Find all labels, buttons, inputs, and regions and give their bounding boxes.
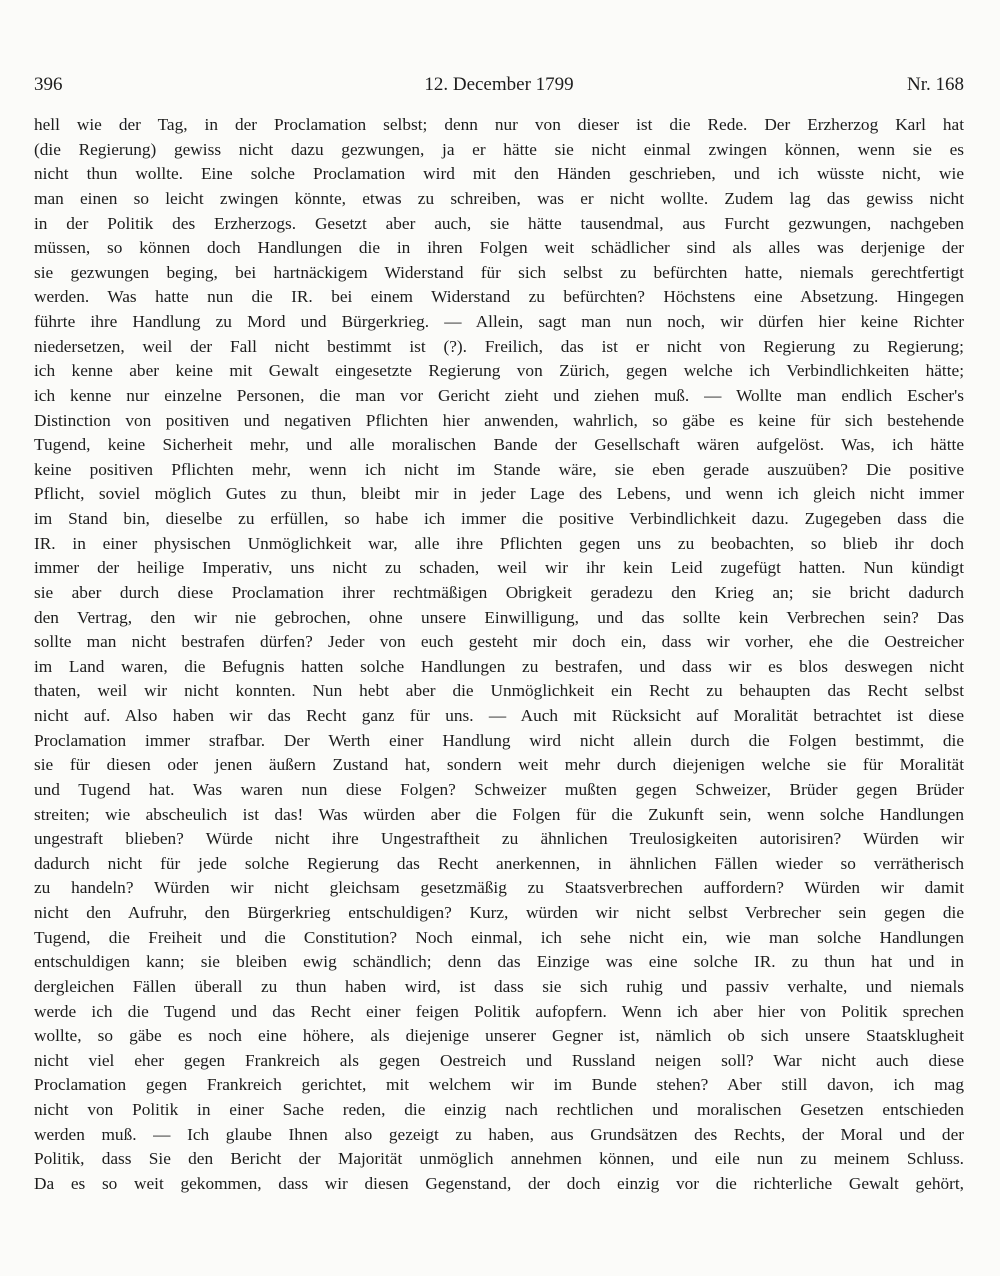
text-line: Proclamation gegen Frankreich gerichtet, mit welchem wir im Bunde stehen? Aber still davon, ich mag [34, 1075, 964, 1095]
text-line: und Tugend hat. Was waren nun diese Folgen? Schweizer mußten gegen Schweizer, Brüder gegen Brüder [34, 779, 964, 799]
text-line: niedersetzen, weil der Fall nicht bestimmt ist (?). Freilich, das ist er nicht von Regierung zu Regierung; [34, 336, 964, 356]
text-line: werde ich die Tugend und das Recht einer feigen Politik aufopfern. Wenn ich aber hier von Politik sprechen [34, 1001, 964, 1021]
text-line: in der Politik des Erzherzogs. Gesetzt aber auch, sie hätte tausendmal, aus Furcht gezwungen, nachgeben [34, 213, 964, 233]
text-line: nicht thun wollte. Eine solche Proclamation wird mit den Händen geschrieben, und ich wüsste nicht, wie [34, 164, 964, 184]
text-line: Pflicht, soviel möglich Gutes zu thun, bleibt mir in jeder Lage des Lebens, und wenn ich gleich nicht immer [34, 484, 964, 504]
text-line: den Vertrag, den wir nie gebrochen, ohne unsere Einwilligung, und das sollte kein Verbrechen sein? Das [34, 607, 964, 627]
text-line: wollte, so gäbe es noch eine höhere, als diejenige unserer Gegner ist, nämlich ob sich unsere Staatsklugheit [34, 1026, 964, 1046]
text-line: Tugend, die Freiheit und die Constitution? Noch einmal, ich sehe nicht ein, wie man solche Handlungen [34, 927, 964, 947]
text-line: Tugend, keine Sicherheit mehr, und alle moralischen Bande der Gesellschaft wären aufgelöst. Was, ich hätte [34, 435, 964, 455]
text-line: müssen, so können doch Handlungen die in ihren Folgen weit schädlicher sind als alles was derjenige der [34, 238, 964, 258]
text-line: sie für diesen oder jenen äußern Zustand hat, sondern weit mehr durch diejenigen welche sie für Moralität [34, 755, 964, 775]
text-line: entschuldigen kann; sie bleiben ewig schändlich; denn das Einzige was eine solche IR. zu thun hat und in [34, 952, 964, 972]
text-line: hell wie der Tag, in der Proclamation selbst; denn nur von dieser ist die Rede. Der Erzherzog Karl hat [34, 115, 964, 134]
text-line: sie aber durch diese Proclamation ihrer rechtmäßigen Obrigkeit geradezu den Krieg an; sie bricht dadurch [34, 582, 964, 602]
text-line: sie gezwungen beging, bei hartnäckigem Widerstand für sich selbst zu befürchten hatte, niemals gerechtfertigt [34, 262, 964, 282]
document-number: Nr. 168 [907, 74, 964, 95]
text-line: man einen so leicht zwingen könnte, etwas zu schreiben, was er nicht wollte. Zudem lag das gewiss nicht [34, 188, 964, 208]
text-line: dergleichen Fällen überall zu thun haben wird, ist dass sie sich ruhig und passiv verhalte, und niemals [34, 976, 964, 996]
running-title: 12. December 1799 [424, 74, 574, 95]
text-line: ungestraft blieben? Würde nicht ihre Ungestraftheit zu ähnlichen Treulosigkeiten autorisiren? Würden wir [34, 829, 964, 849]
text-line: nicht viel eher gegen Frankreich als gegen Oestreich und Russland neigen soll? War nicht auch diese [34, 1050, 964, 1070]
text-line: nicht den Aufruhr, den Bürgerkrieg entschuldigen? Kurz, würden wir nicht selbst Verbrecher sein gegen die [34, 903, 964, 922]
text-line: immer der heilige Imperativ, uns nicht zu schaden, weil wir ihr kein Leid zugefügt hatten. Nun kündigt [34, 558, 964, 578]
text-line: dadurch nicht für jede solche Regierung das Recht anerkennen, in ähnlichen Fällen wieder so verrätherisch [34, 853, 964, 873]
text-line: thaten, weil wir nicht konnten. Nun hebt aber die Unmöglichkeit ein Recht zu behaupten das Recht selbst [34, 681, 964, 701]
text-line: ich kenne aber keine mit Gewalt eingesetzte Regierung von Zürich, gegen welche ich Verbindlichkeiten hätte; [34, 361, 964, 381]
text-line: im Stand bin, dieselbe zu erfüllen, so habe ich immer die positive Verbindlichkeit dazu. Zugegeben dass die [34, 509, 964, 528]
text-line: führte ihre Handlung zu Mord und Bürgerkrieg. — Allein, sagt man nun noch, wir dürfen hier keine Richter [34, 312, 964, 331]
text-line: nicht von Politik in einer Sache reden, die einzig nach rechtlichen und moralischen Gesetzen entschieden [34, 1100, 964, 1119]
running-header [34, 70, 964, 100]
text-line: werden. Was hatte nun die IR. bei einem Widerstand zu befürchten? Höchstens eine Absetzung. Hingegen [34, 287, 964, 307]
text-line: Da es so weit gekommen, dass wir diesen Gegenstand, der doch einzig vor die richterliche Gewalt gehört, [34, 1173, 964, 1193]
text-line: (die Regierung) gewiss nicht dazu gezwungen, ja er hätte sie nicht einmal zwingen können, wenn sie es [34, 139, 964, 159]
text-line: im Land waren, die Befugnis hatten solche Handlungen zu bestrafen, und dass wir es blos deswegen nicht [34, 656, 964, 676]
text-line: sollte man nicht bestrafen dürfen? Jeder von euch gesteht mir doch ein, dass wir vorher, ehe die Oestreicher [34, 632, 964, 652]
text-line: werden muß. — Ich glaube Ihnen also gezeigt zu haben, aus Grundsätzen des Rechts, der Moral und der [34, 1124, 964, 1144]
text-line: ich kenne nur einzelne Personen, die man vor Gericht zieht und ziehen muß. — Wollte man endlich Escher's [34, 385, 964, 405]
text-line: keine positiven Pflichten mehr, wenn ich nicht im Stande wäre, sie eben gerade auszuüben? Die positive [34, 459, 964, 479]
body-text [34, 113, 964, 1197]
text-line: IR. in einer physischen Unmöglichkeit war, alle ihre Pflichten gegen uns zu beobachten, so blieb ihr doch [34, 533, 964, 553]
text-line: Proclamation immer strafbar. Der Werth einer Handlung wird nicht allein durch die Folgen bestimmt, die [34, 730, 964, 750]
text-line: streiten; wie abscheulich ist das! Was würden aber die Folgen für die Zukunft sein, wenn solche Handlungen [34, 804, 964, 824]
text-line: Distinction von positiven und negativen Pflichten hier anwenden, wahrlich, so gäbe es keine für sich bestehende [34, 410, 964, 430]
page-number: 396 [34, 74, 63, 95]
text-line: zu handeln? Würden wir nicht gleichsam gesetzmäßig zu Staatsverbrechen auffordern? Würden wir damit [34, 878, 964, 898]
text-line: nicht auf. Also haben wir das Recht ganz für uns. — Auch mit Rücksicht auf Moralität betrachtet ist diese [34, 706, 964, 725]
text-line: Politik, dass Sie den Bericht der Majorität unmöglich annehmen können, und eile nun zu meinem Schluss. [34, 1149, 964, 1169]
